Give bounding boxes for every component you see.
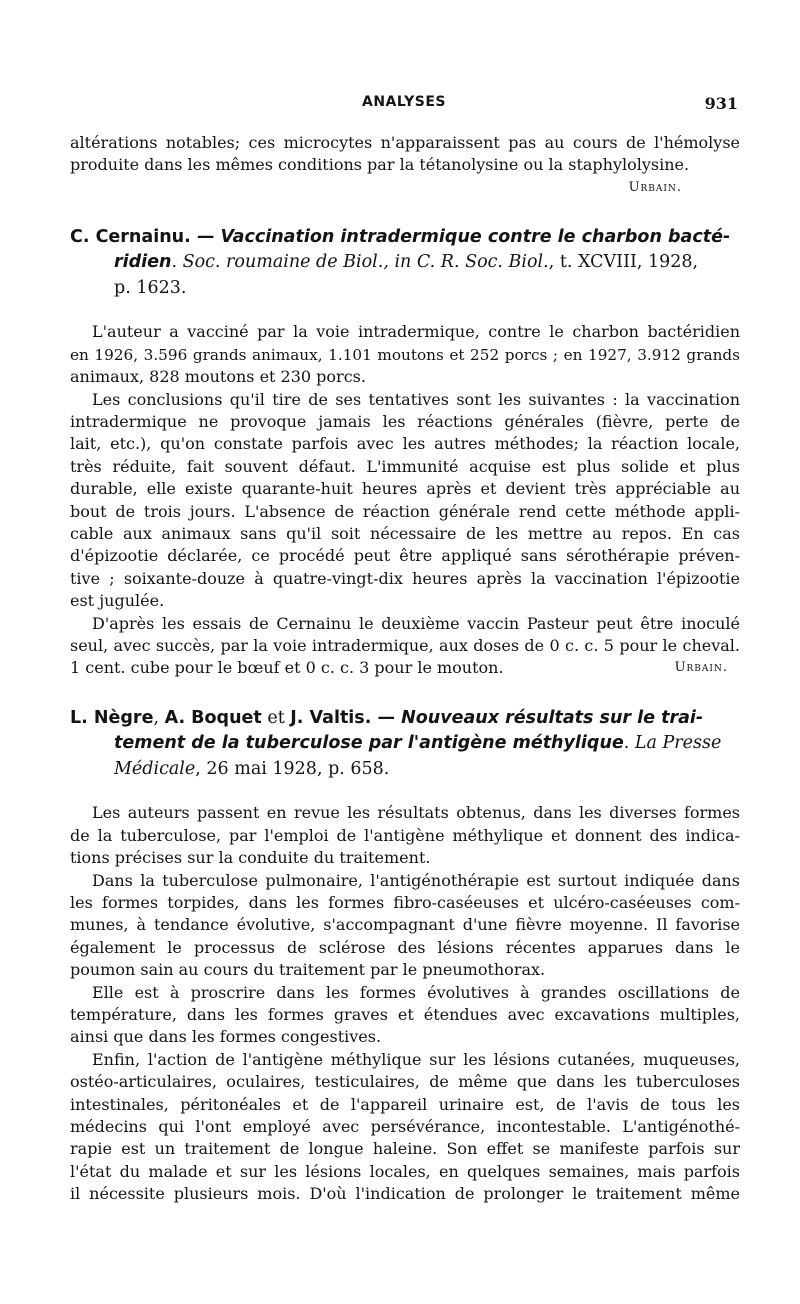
paragraph [70, 1049, 740, 1206]
heading-separator: . — [184, 226, 221, 247]
text-line: intestinales, péritonéales et de l'appareil urinaire est, de l'avis de tous les [70, 1094, 740, 1114]
text-line: de la tuberculose, par l'emploi de l'antigène méthylique et donnent des indica- [70, 825, 740, 845]
heading-conjunction: et [261, 707, 291, 728]
source-journal: . La Presse [623, 733, 722, 754]
text-line: très réduite, fait souvent défaut. L'immunité acquise est plus solide et plus [70, 456, 740, 476]
author-name: C. Cernainu [70, 226, 185, 247]
text-line: bout de trois jours. L'absence de réaction générale rend cette méthode appli- [70, 501, 740, 521]
entry-body-cernainu [70, 321, 740, 680]
text-line: seul, avec succès, par la voie intradermique, aux doses de 0 c. c. 5 pour le cheval. [70, 636, 740, 655]
entry-body-negre [70, 802, 740, 1205]
page-reference: p. 1623. [114, 277, 187, 298]
text-line: température, dans les formes graves et étendues avec excavations multiples, [70, 1004, 740, 1024]
text-line: animaux, 828 moutons et 230 porcs. [70, 367, 366, 387]
text-line: également le processus de sclérose des lésions récentes apparues dans le [70, 937, 740, 957]
article-title: Nouveaux résultats sur le trai- [401, 707, 704, 728]
text-line: durable, elle existe quarante-huit heures après et devient très appréciable au [70, 479, 740, 499]
text-line: cable aux animaux sans qu'il soit nécessaire de les mettre au repos. En cas [70, 523, 740, 543]
article-title-cont: ridien [114, 252, 172, 273]
source-journal-cont: Médicale [114, 758, 196, 779]
text-line: altérations notables; ces microcytes n'apparaissent pas au cours de l'hémolyse [70, 133, 740, 152]
running-head: ANALYSES [362, 94, 446, 110]
text-line: Les conclusions qu'il tire de ses tentatives sont les suivantes : la vaccination [92, 389, 740, 409]
text-line: D'après les essais de Cernainu le deuxième vaccin Pasteur peut être inoculé [92, 613, 740, 633]
paragraph [70, 389, 740, 613]
heading-separator: . — [364, 707, 402, 728]
article-title: Vaccination intradermique contre le charbon bacté- [220, 226, 731, 247]
entry-heading-cernainu [70, 225, 740, 302]
text-line: poumon sain au cours du traitement par le pneumothorax. [70, 960, 546, 980]
text-line: tions précises sur la conduite du traitement. [70, 848, 431, 868]
paragraph [70, 982, 740, 1049]
text-line: les formes torpides, dans les formes fibro-caséeuses et ulcéro-caséeuses com- [70, 892, 740, 912]
text-line: tive ; soixante-douze à quatre-vingt-dix heures après la vaccination l'épizootie [70, 568, 740, 588]
text-line: médecins qui l'ont employé avec persévérance, incontestable. L'antigénothé- [70, 1117, 740, 1136]
text-line: lait, etc.), qu'on constate parfois avec les autres méthodes; la réaction locale, [70, 434, 740, 454]
paragraph [70, 870, 740, 982]
article-title-cont: tement de la tuberculose par l'antigène méthylique [114, 733, 624, 754]
page-content [70, 132, 740, 1206]
heading-separator: , [153, 707, 165, 728]
text-line: Dans la tuberculose pulmonaire, l'antigénothérapie est surtout indiquée dans [92, 870, 740, 890]
paragraph [70, 802, 740, 869]
page-header [70, 94, 738, 118]
text-line: est jugulée. [70, 591, 165, 611]
text-line [70, 657, 740, 679]
reviewer-signature: Urbain. [674, 660, 728, 676]
text-line: Enfin, l'action de l'antigène méthylique sur les lésions cutanées, muqueuses, [92, 1049, 740, 1069]
source-date: , 26 mai 1928, p. 658. [195, 758, 390, 779]
text-line: ostéo-articulaires, oculaires, testiculaires, de même que dans les tuberculoses [70, 1072, 740, 1092]
text-line: intradermique ne provoque jamais les réactions générales (fièvre, perte de [70, 411, 740, 431]
paragraph [70, 321, 740, 388]
paragraph [70, 613, 740, 680]
text-line: Elle est à proscrire dans les formes évolutives à grandes oscillations de [92, 982, 740, 1002]
text-line: produite dans les mêmes conditions par la tétanolysine ou la staphylolysine. [70, 155, 690, 175]
source-volume: , t. XCVIII, 1928, [548, 252, 699, 273]
text-line: munes, à tendance évolutive, s'accompagnant d'une fièvre moyenne. Il favorise [70, 915, 740, 935]
text-line: d'épizootie déclarée, ce procédé peut être appliqué sans sérothérapie préven- [70, 546, 740, 566]
text-line: ainsi que dans les formes congestives. [70, 1027, 382, 1047]
source-journal: . Soc. roumaine de Biol. [171, 252, 384, 273]
page-number: 931 [704, 94, 738, 113]
entry-heading-negre [70, 706, 740, 783]
text-line: il nécessite plusieurs mois. D'où l'indication de prolonger le traitement même [70, 1184, 740, 1204]
text-line: L'auteur a vacciné par la voie intradermique, contre le charbon bactéridien [92, 322, 740, 342]
author-name: A. Boquet [164, 707, 262, 728]
author-name: L. Nègre [70, 707, 154, 728]
author-name: J. Valtis [290, 707, 365, 728]
text-line: en 1926, 3.596 grands animaux, 1.101 moutons et 252 porcs ; en 1927, 3.912 grands [70, 345, 740, 364]
text-line: l'état du malade et sur les lésions locales, en quelques semaines, mais parfois [70, 1161, 740, 1181]
text-line-content: 1 cent. cube pour le bœuf et 0 c. c. 3 pour le mouton. [70, 658, 504, 678]
text-line: Les auteurs passent en revue les résultats obtenus, dans les diverses formes [92, 803, 740, 823]
text-line: rapie est un traitement de longue haleine. Son effet se manifeste parfois sur [70, 1139, 740, 1159]
source-in: , in C. R. Soc. Biol. [383, 252, 549, 273]
reviewer-signature: Urbain. [628, 179, 682, 195]
carryover-block [70, 132, 740, 199]
